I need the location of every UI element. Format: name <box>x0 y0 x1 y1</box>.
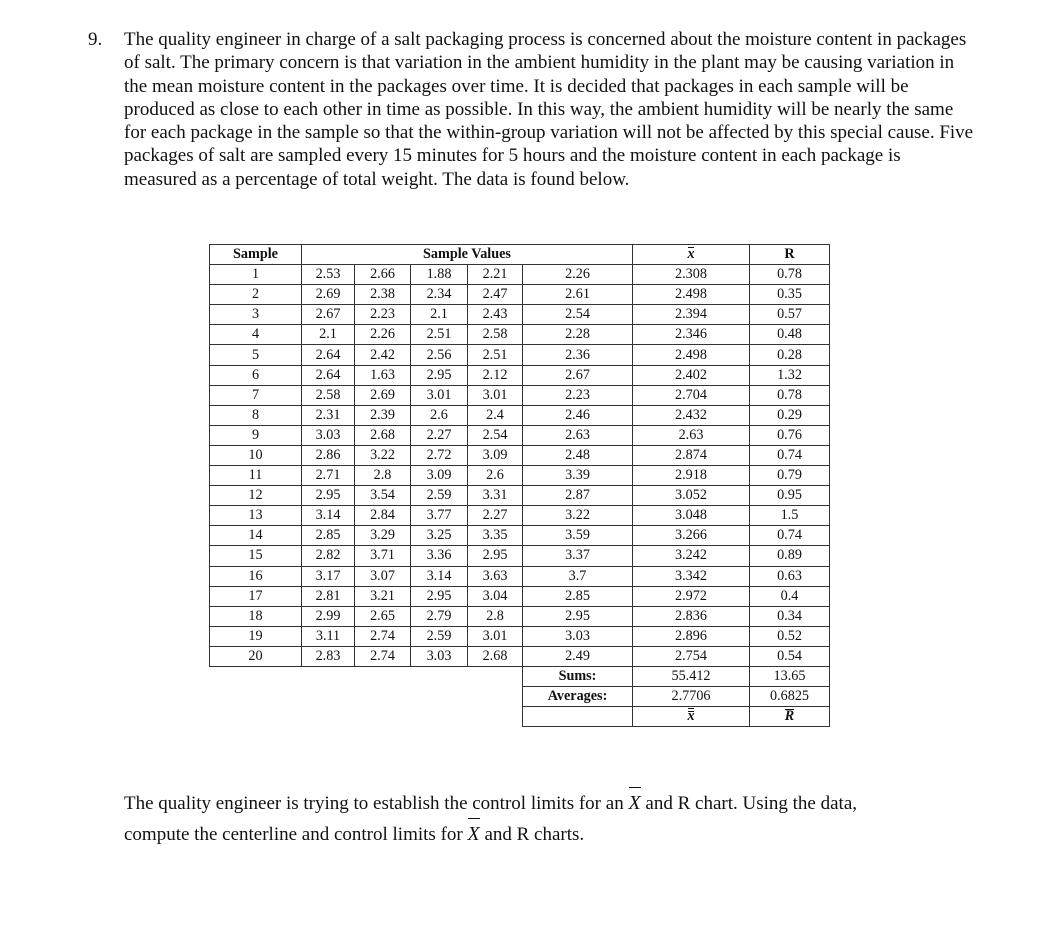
sample-value: 2.51 <box>468 345 523 365</box>
data-table <box>209 244 830 727</box>
sums-row-xbar: 55.412 <box>633 666 750 686</box>
sample-value: 3.04 <box>468 586 523 606</box>
sample-value: 1.63 <box>355 365 411 385</box>
header-sample-values: Sample Values <box>302 245 633 265</box>
sample-number: 18 <box>210 606 302 626</box>
sample-number: 8 <box>210 405 302 425</box>
header-r: R <box>750 245 830 265</box>
x-bar-symbol: X <box>628 788 640 819</box>
table-row <box>210 646 830 666</box>
sample-value: 2.67 <box>523 365 633 385</box>
sample-value: 3.09 <box>468 445 523 465</box>
averages-row-xbar: 2.7706 <box>633 687 750 707</box>
range-value: 0.63 <box>750 566 830 586</box>
range-value: 0.89 <box>750 546 830 566</box>
xbar-value: 2.918 <box>633 466 750 486</box>
grand-mean-symbol: x <box>633 707 750 727</box>
table-row <box>210 586 830 606</box>
sample-value: 2.95 <box>468 546 523 566</box>
table-row <box>210 285 830 305</box>
sample-value: 2.23 <box>523 385 633 405</box>
sample-value: 2.95 <box>302 486 355 506</box>
sample-value: 3.03 <box>523 626 633 646</box>
sample-value: 2.85 <box>523 586 633 606</box>
table-row <box>210 425 830 445</box>
sample-value: 2.59 <box>411 486 468 506</box>
sample-value: 2.26 <box>355 325 411 345</box>
sample-value: 2.42 <box>355 345 411 365</box>
xbar-value: 2.63 <box>633 425 750 445</box>
sample-value: 2.58 <box>302 385 355 405</box>
sample-value: 2.27 <box>411 425 468 445</box>
sample-value: 3.35 <box>468 526 523 546</box>
xbar-value: 2.972 <box>633 586 750 606</box>
table-row <box>210 365 830 385</box>
xbar-value: 3.242 <box>633 546 750 566</box>
sample-number: 12 <box>210 486 302 506</box>
sample-number: 9 <box>210 425 302 445</box>
sample-number: 2 <box>210 285 302 305</box>
sample-number: 20 <box>210 646 302 666</box>
sample-value: 2.6 <box>468 466 523 486</box>
sample-value: 2.51 <box>411 325 468 345</box>
closing-question <box>124 788 1004 850</box>
sample-value: 3.77 <box>411 506 468 526</box>
range-value: 1.5 <box>750 506 830 526</box>
sample-value: 2.81 <box>302 586 355 606</box>
sample-value: 2.53 <box>302 265 355 285</box>
sample-number: 11 <box>210 466 302 486</box>
xbar-value: 2.394 <box>633 305 750 325</box>
range-value: 0.79 <box>750 466 830 486</box>
sample-value: 3.63 <box>468 566 523 586</box>
sample-value: 2.38 <box>355 285 411 305</box>
sample-value: 2.84 <box>355 506 411 526</box>
range-value: 0.28 <box>750 345 830 365</box>
sample-value: 3.39 <box>523 466 633 486</box>
sample-value: 2.68 <box>468 646 523 666</box>
sample-value: 2.65 <box>355 606 411 626</box>
sample-value: 3.59 <box>523 526 633 546</box>
sample-value: 2.64 <box>302 365 355 385</box>
sample-value: 2.95 <box>523 606 633 626</box>
sample-value: 3.21 <box>355 586 411 606</box>
sample-value: 2.46 <box>523 405 633 425</box>
xbar-value: 3.048 <box>633 506 750 526</box>
xbar-value: 2.498 <box>633 345 750 365</box>
table-row <box>210 606 830 626</box>
table-row <box>210 265 830 285</box>
sample-value: 2.64 <box>302 345 355 365</box>
sample-value: 2.74 <box>355 626 411 646</box>
sample-value: 2.63 <box>523 425 633 445</box>
sample-value: 3.31 <box>468 486 523 506</box>
sample-value: 2.54 <box>468 425 523 445</box>
sample-value: 3.37 <box>523 546 633 566</box>
sample-value: 3.36 <box>411 546 468 566</box>
table-row <box>210 546 830 566</box>
sample-number: 5 <box>210 345 302 365</box>
sample-value: 2.68 <box>355 425 411 445</box>
sample-value: 2.21 <box>468 265 523 285</box>
averages-row <box>210 687 830 707</box>
sample-value: 3.17 <box>302 566 355 586</box>
sample-number: 17 <box>210 586 302 606</box>
range-value: 0.95 <box>750 486 830 506</box>
sample-value: 3.29 <box>355 526 411 546</box>
sums-row-label: Sums: <box>523 666 633 686</box>
sample-value: 2.8 <box>355 466 411 486</box>
sample-value: 2.79 <box>411 606 468 626</box>
sample-value: 3.54 <box>355 486 411 506</box>
xbar-value: 2.704 <box>633 385 750 405</box>
footer-symbols-row <box>210 707 830 727</box>
xbar-value: 2.308 <box>633 265 750 285</box>
sample-value: 2.61 <box>523 285 633 305</box>
problem-text: The quality engineer in charge of a salt packaging process is concerned about the moisture content in packages of salt. The primary concern is that variation in the ambient humidity in the plant may be causing variation in the mean moisture content in the packages over time. It is decided that packages in each sample will be produced as close to each other in time as possible. In this way, the ambient humidity will be nearly the same for each package in the sample so that the within-group variation will not be affected by this special cause. Five packages of salt are sampled every 15 minutes for 5 hours and the moisture content in each package is measured as a percentage of total weight. The data is found below. <box>124 29 974 190</box>
sample-value: 2.69 <box>355 385 411 405</box>
range-value: 0.78 <box>750 385 830 405</box>
sample-value: 3.22 <box>523 506 633 526</box>
sample-value: 3.07 <box>355 566 411 586</box>
table-row <box>210 506 830 526</box>
averages-row-r: 0.6825 <box>750 687 830 707</box>
range-value: 0.4 <box>750 586 830 606</box>
xbar-value: 2.836 <box>633 606 750 626</box>
range-value: 0.52 <box>750 626 830 646</box>
sample-value: 2.31 <box>302 405 355 425</box>
sample-value: 2.6 <box>411 405 468 425</box>
sample-value: 2.87 <box>523 486 633 506</box>
sample-number: 10 <box>210 445 302 465</box>
sample-number: 7 <box>210 385 302 405</box>
xbar-value: 3.342 <box>633 566 750 586</box>
sample-number: 16 <box>210 566 302 586</box>
sample-value: 2.86 <box>302 445 355 465</box>
sample-value: 3.71 <box>355 546 411 566</box>
sample-value: 2.34 <box>411 285 468 305</box>
sample-value: 3.01 <box>411 385 468 405</box>
sample-value: 2.28 <box>523 325 633 345</box>
sample-number: 1 <box>210 265 302 285</box>
sample-value: 3.14 <box>411 566 468 586</box>
xbar-value: 2.432 <box>633 405 750 425</box>
header-sample: Sample <box>210 245 302 265</box>
table-row <box>210 526 830 546</box>
sample-value: 2.74 <box>355 646 411 666</box>
header-xbar: x <box>633 245 750 265</box>
sample-number: 19 <box>210 626 302 646</box>
xbar-value: 3.266 <box>633 526 750 546</box>
table-row <box>210 626 830 646</box>
sample-value: 2.71 <box>302 466 355 486</box>
sums-row <box>210 666 830 686</box>
table-row <box>210 325 830 345</box>
sample-value: 2.43 <box>468 305 523 325</box>
sample-value: 2.36 <box>523 345 633 365</box>
sample-value: 3.7 <box>523 566 633 586</box>
closing-line-1: The quality engineer is trying to establish the control limits for an X and R chart. Using the data, <box>124 788 1004 819</box>
sample-value: 2.99 <box>302 606 355 626</box>
sample-value: 3.03 <box>411 646 468 666</box>
table-row <box>210 445 830 465</box>
table-row <box>210 345 830 365</box>
sample-value: 2.48 <box>523 445 633 465</box>
sample-value: 2.83 <box>302 646 355 666</box>
table-row <box>210 405 830 425</box>
range-value: 0.76 <box>750 425 830 445</box>
sample-value: 2.95 <box>411 365 468 385</box>
sample-value: 2.49 <box>523 646 633 666</box>
xbar-value: 2.346 <box>633 325 750 345</box>
sample-value: 2.23 <box>355 305 411 325</box>
sample-number: 13 <box>210 506 302 526</box>
sample-value: 2.66 <box>355 265 411 285</box>
range-value: 0.57 <box>750 305 830 325</box>
sample-value: 2.26 <box>523 265 633 285</box>
sample-value: 3.22 <box>355 445 411 465</box>
sample-number: 14 <box>210 526 302 546</box>
sample-value: 3.01 <box>468 385 523 405</box>
sample-value: 2.67 <box>302 305 355 325</box>
sample-value: 3.14 <box>302 506 355 526</box>
sample-value: 1.88 <box>411 265 468 285</box>
sample-value: 2.59 <box>411 626 468 646</box>
xbar-value: 2.402 <box>633 365 750 385</box>
xbar-value: 2.498 <box>633 285 750 305</box>
sample-value: 2.82 <box>302 546 355 566</box>
sample-value: 2.47 <box>468 285 523 305</box>
sample-value: 2.58 <box>468 325 523 345</box>
sample-number: 4 <box>210 325 302 345</box>
averages-row-label: Averages: <box>523 687 633 707</box>
sample-value: 3.01 <box>468 626 523 646</box>
range-value: 0.54 <box>750 646 830 666</box>
sample-value: 2.56 <box>411 345 468 365</box>
sample-value: 2.4 <box>468 405 523 425</box>
xbar-value: 2.896 <box>633 626 750 646</box>
range-value: 1.32 <box>750 365 830 385</box>
sample-number: 6 <box>210 365 302 385</box>
range-value: 0.74 <box>750 445 830 465</box>
range-value: 0.78 <box>750 265 830 285</box>
sample-value: 2.27 <box>468 506 523 526</box>
sample-value: 2.72 <box>411 445 468 465</box>
range-value: 0.74 <box>750 526 830 546</box>
problem-number: 9. <box>88 29 103 50</box>
closing-line-2: compute the centerline and control limits for X and R charts. <box>124 819 1004 850</box>
xbar-value: 2.874 <box>633 445 750 465</box>
sample-value: 2.1 <box>302 325 355 345</box>
sample-value: 3.09 <box>411 466 468 486</box>
sample-value: 2.95 <box>411 586 468 606</box>
range-value: 0.34 <box>750 606 830 626</box>
sample-value: 2.39 <box>355 405 411 425</box>
xbar-value: 2.754 <box>633 646 750 666</box>
sample-value: 3.03 <box>302 425 355 445</box>
x-bar-symbol: X <box>467 819 479 850</box>
table-row <box>210 385 830 405</box>
sample-value: 3.11 <box>302 626 355 646</box>
sample-value: 3.25 <box>411 526 468 546</box>
sample-value: 2.54 <box>523 305 633 325</box>
sample-value: 2.12 <box>468 365 523 385</box>
table-row <box>210 566 830 586</box>
sample-value: 2.85 <box>302 526 355 546</box>
sample-number: 3 <box>210 305 302 325</box>
xbar-value: 3.052 <box>633 486 750 506</box>
table-row <box>210 486 830 506</box>
sample-value: 2.69 <box>302 285 355 305</box>
range-value: 0.35 <box>750 285 830 305</box>
table-row <box>210 466 830 486</box>
range-value: 0.29 <box>750 405 830 425</box>
table-row <box>210 305 830 325</box>
header-row <box>210 245 830 265</box>
sums-row-r: 13.65 <box>750 666 830 686</box>
range-value: 0.48 <box>750 325 830 345</box>
sample-value: 2.1 <box>411 305 468 325</box>
r-bar-symbol: R <box>750 707 830 727</box>
sample-number: 15 <box>210 546 302 566</box>
sample-value: 2.8 <box>468 606 523 626</box>
